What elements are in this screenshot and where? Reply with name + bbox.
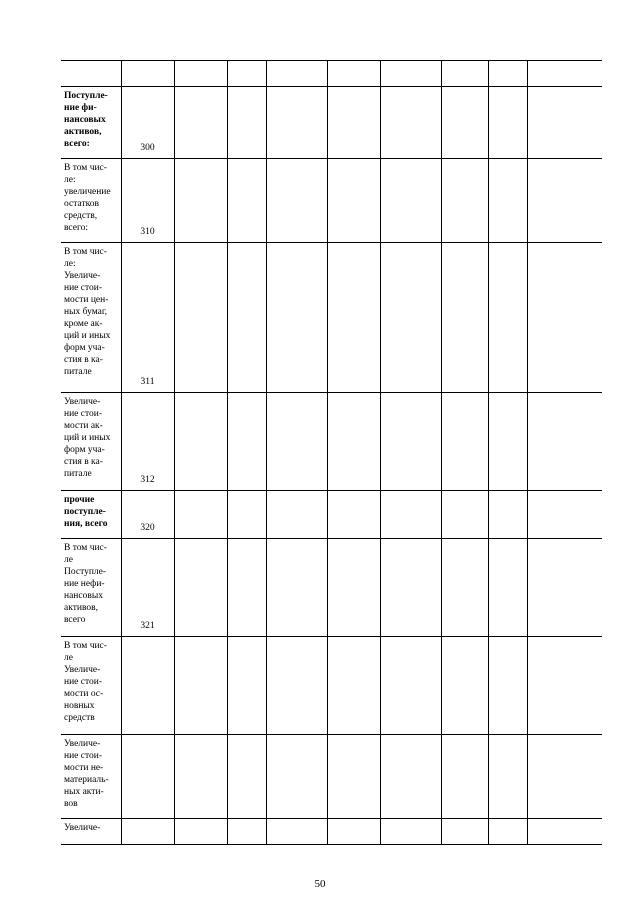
empty-value-cell bbox=[174, 159, 227, 243]
row-code: 312 bbox=[121, 393, 174, 491]
empty-value-cell bbox=[266, 243, 327, 393]
form-table-wrapper bbox=[61, 60, 602, 845]
header-cell bbox=[227, 61, 266, 87]
empty-value-cell bbox=[327, 637, 380, 735]
empty-value-cell bbox=[174, 637, 227, 735]
row-label: В том чис- ле: увеличение остатков средств, всего: bbox=[61, 159, 121, 243]
empty-value-cell bbox=[266, 637, 327, 735]
table-row bbox=[61, 819, 602, 845]
empty-value-cell bbox=[266, 819, 327, 845]
empty-value-cell bbox=[527, 819, 602, 845]
empty-value-cell bbox=[488, 735, 527, 819]
empty-value-cell bbox=[527, 87, 602, 159]
empty-value-cell bbox=[227, 637, 266, 735]
header-cell bbox=[266, 61, 327, 87]
row-label: Увеличе- bbox=[61, 819, 121, 845]
empty-value-cell bbox=[266, 735, 327, 819]
empty-value-cell bbox=[327, 87, 380, 159]
row-code: 310 bbox=[121, 159, 174, 243]
row-label: В том чис- ле Увеличе- ние стои- мости ос- новных средств bbox=[61, 637, 121, 735]
page-number: 50 bbox=[314, 878, 326, 890]
empty-value-cell bbox=[327, 491, 380, 539]
table-row bbox=[61, 539, 602, 637]
row-label: В том чис- ле: Увеличе- ние стои- мости цен- ных бумаг, кроме ак- ций и иных форм уча- стия в ка- питале bbox=[61, 243, 121, 393]
empty-value-cell bbox=[527, 735, 602, 819]
header-cell bbox=[327, 61, 380, 87]
row-label: В том чис- ле Поступле- ние нефи- нансовых активов, всего bbox=[61, 539, 121, 637]
empty-value-cell bbox=[441, 637, 488, 735]
empty-value-cell bbox=[527, 637, 602, 735]
row-code: 320 bbox=[121, 491, 174, 539]
empty-value-cell bbox=[266, 393, 327, 491]
empty-value-cell bbox=[380, 159, 441, 243]
header-cell bbox=[488, 61, 527, 87]
empty-value-cell bbox=[380, 735, 441, 819]
empty-value-cell bbox=[227, 539, 266, 637]
table-body bbox=[61, 61, 602, 845]
empty-value-cell bbox=[441, 243, 488, 393]
row-code bbox=[121, 819, 174, 845]
empty-value-cell bbox=[266, 159, 327, 243]
empty-value-cell bbox=[488, 491, 527, 539]
table-row bbox=[61, 637, 602, 735]
empty-value-cell bbox=[380, 87, 441, 159]
empty-value-cell bbox=[380, 393, 441, 491]
empty-value-cell bbox=[266, 87, 327, 159]
empty-value-cell bbox=[174, 819, 227, 845]
empty-value-cell bbox=[527, 491, 602, 539]
empty-value-cell bbox=[488, 637, 527, 735]
empty-value-cell bbox=[380, 539, 441, 637]
header-cell bbox=[174, 61, 227, 87]
empty-value-cell bbox=[174, 491, 227, 539]
header-cell bbox=[380, 61, 441, 87]
empty-value-cell bbox=[227, 735, 266, 819]
empty-value-cell bbox=[174, 735, 227, 819]
empty-value-cell bbox=[441, 159, 488, 243]
empty-value-cell bbox=[227, 87, 266, 159]
header-cell bbox=[527, 61, 602, 87]
empty-value-cell bbox=[441, 393, 488, 491]
empty-value-cell bbox=[441, 87, 488, 159]
row-label: прочие поступле- ния, всего bbox=[61, 491, 121, 539]
row-label: Увеличе- ние стои- мости ак- ций и иных форм уча- стия в ка- питале bbox=[61, 393, 121, 491]
empty-value-cell bbox=[266, 539, 327, 637]
empty-value-cell bbox=[488, 159, 527, 243]
empty-value-cell bbox=[327, 735, 380, 819]
empty-value-cell bbox=[441, 735, 488, 819]
empty-value-cell bbox=[488, 87, 527, 159]
table-row bbox=[61, 159, 602, 243]
empty-value-cell bbox=[527, 393, 602, 491]
empty-value-cell bbox=[174, 87, 227, 159]
empty-value-cell bbox=[227, 491, 266, 539]
empty-value-cell bbox=[527, 159, 602, 243]
empty-value-cell bbox=[327, 819, 380, 845]
table-header-row bbox=[61, 61, 602, 87]
header-cell bbox=[121, 61, 174, 87]
row-code bbox=[121, 735, 174, 819]
row-code bbox=[121, 637, 174, 735]
empty-value-cell bbox=[327, 159, 380, 243]
empty-value-cell bbox=[227, 159, 266, 243]
empty-value-cell bbox=[174, 539, 227, 637]
row-code: 311 bbox=[121, 243, 174, 393]
header-cell bbox=[441, 61, 488, 87]
empty-value-cell bbox=[488, 819, 527, 845]
empty-value-cell bbox=[327, 539, 380, 637]
empty-value-cell bbox=[174, 243, 227, 393]
empty-value-cell bbox=[227, 393, 266, 491]
empty-value-cell bbox=[380, 637, 441, 735]
table-row bbox=[61, 491, 602, 539]
empty-value-cell bbox=[174, 393, 227, 491]
empty-value-cell bbox=[227, 243, 266, 393]
empty-value-cell bbox=[488, 243, 527, 393]
empty-value-cell bbox=[380, 243, 441, 393]
row-code: 300 bbox=[121, 87, 174, 159]
empty-value-cell bbox=[266, 491, 327, 539]
table-row bbox=[61, 735, 602, 819]
empty-value-cell bbox=[527, 539, 602, 637]
header-cell bbox=[61, 61, 121, 87]
table-row bbox=[61, 393, 602, 491]
empty-value-cell bbox=[380, 491, 441, 539]
empty-value-cell bbox=[327, 393, 380, 491]
empty-value-cell bbox=[441, 819, 488, 845]
empty-value-cell bbox=[227, 819, 266, 845]
empty-value-cell bbox=[441, 491, 488, 539]
row-code: 321 bbox=[121, 539, 174, 637]
empty-value-cell bbox=[380, 819, 441, 845]
table-row bbox=[61, 243, 602, 393]
table-row bbox=[61, 87, 602, 159]
empty-value-cell bbox=[441, 539, 488, 637]
row-label: Увеличе- ние стои- мости не- материаль- ных акти- вов bbox=[61, 735, 121, 819]
empty-value-cell bbox=[327, 243, 380, 393]
financial-assets-table bbox=[61, 60, 602, 845]
empty-value-cell bbox=[488, 393, 527, 491]
empty-value-cell bbox=[488, 539, 527, 637]
empty-value-cell bbox=[527, 243, 602, 393]
row-label: Поступле- ние фи- нансовых активов, всего: bbox=[61, 87, 121, 159]
